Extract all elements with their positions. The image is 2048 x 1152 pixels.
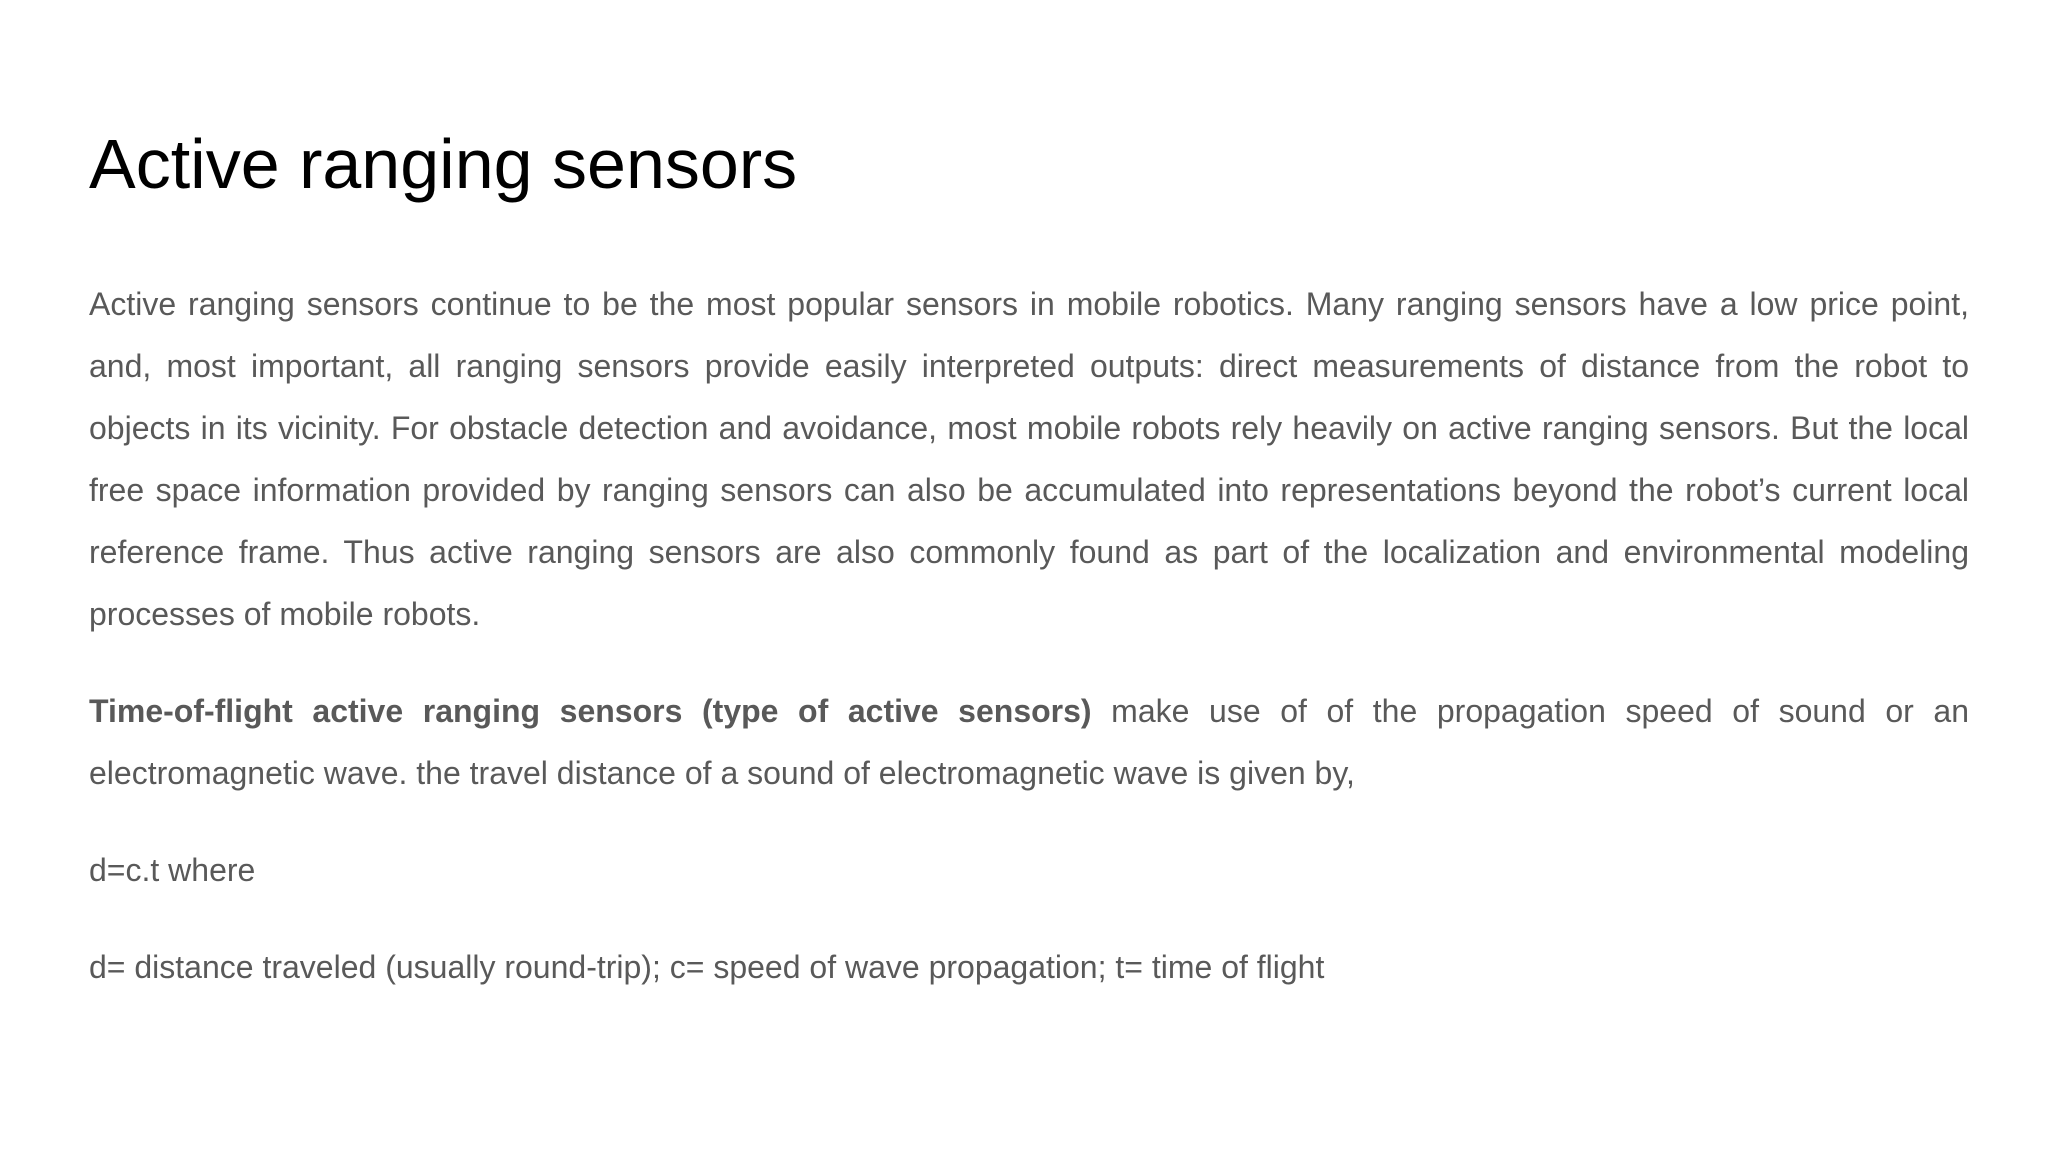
paragraph-continuation: make use of of the propagation speed of sound or an electromagnetic wave. the travel distance of a sound of electromagnetic wave is given by, <box>89 693 1970 791</box>
slide-body <box>89 273 1969 998</box>
formula-line: d=c.t where <box>89 852 256 888</box>
paragraph-time-of-flight <box>89 680 1969 804</box>
paragraph-intro: Active ranging sensors continue to be the most popular sensors in mobile robotics. Many ranging sensors have a low price point, and, most important, all ranging sensors provide easily interpreted outputs: direct measurements of distance from the robot to objects in its vicinity. For obstacle detection and avoidance, most mobile robots rely heavily on active ranging sensors. But the local free space information provided by ranging sensors can also be accumulated into representations beyond the robot’s current local reference frame. Thus active ranging sensors are also commonly found as part of the localization and environmental modeling processes of mobile robots. <box>89 286 1969 632</box>
paragraph-bold-lead: Time-of-flight active ranging sensors (type of active sensors) <box>89 693 1092 729</box>
variable-definitions: d= distance traveled (usually round-trip); c= speed of wave propagation; t= time of flight <box>89 949 1325 985</box>
slide-title: Active ranging sensors <box>89 125 798 203</box>
